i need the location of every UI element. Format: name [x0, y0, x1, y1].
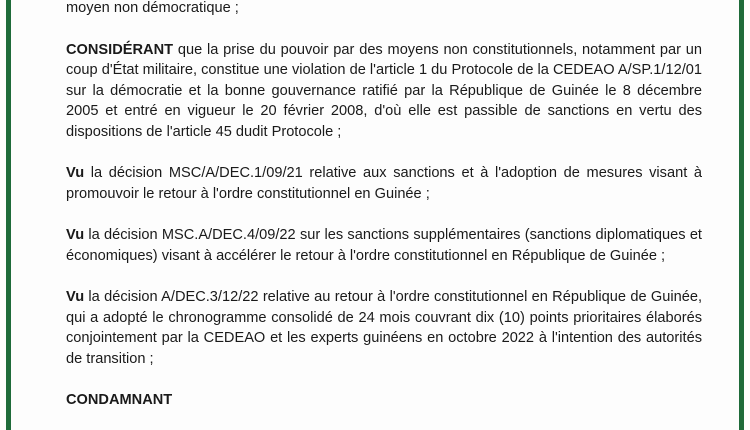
right-green-border	[739, 0, 744, 430]
paragraph-lead: CONSIDÉRANT	[66, 41, 174, 58]
paragraph-text: que la prise du pouvoir par des moyens non constitutionnels, notamment par un coup d'État militaire, constitue une violation de l'article 1 du Protocole de la CEDEAO A/SP.1/12/01 sur la démocratie et la bonne gouvernance ratifié par la République de Guinée le 8 décembre 2005 et entré en vigueur le 20 février 2008, d'où elle est passible de sanctions en vertu des dispositions de l'article 45 dudit Protocole ;	[66, 41, 702, 140]
paragraph-lead: Vu	[66, 227, 85, 243]
paragraph-considerant	[66, 40, 702, 143]
paragraph-lead: Vu	[66, 165, 85, 181]
paragraph-text: la décision A/DEC.3/12/22 relative au retour à l'ordre constitutionnel en République de Guinée, qui a adopté le chronogramme consolidé de 24 mois couvrant dix (10) points prioritaires élaborés conjointement par la CEDEAO et les experts guinéens en octobre 2022 à l'intention des autorités de transition ;	[66, 289, 702, 367]
document-body	[66, 0, 702, 411]
paragraph-continuation	[66, 0, 702, 19]
paragraph-vu-decision-2	[66, 225, 702, 266]
paragraph-vu-decision-3	[66, 287, 702, 369]
paragraph-lead: Vu	[66, 289, 85, 305]
left-green-border	[6, 0, 11, 430]
paragraph-text: la décision MSC.A/DEC.4/09/22 sur les sanctions supplémentaires (sanctions diplomatiques et économiques) visant à accélérer le retour à l'ordre constitutionnel en République de Guinée ;	[66, 227, 702, 264]
paragraph-text: moyen non démocratique ;	[66, 0, 239, 16]
paragraph-text: la décision MSC/A/DEC.1/09/21 relative aux sanctions et à l'adoption de mesures visant à promouvoir le retour à l'ordre constitutionnel en Guinée ;	[66, 165, 702, 202]
paragraph-condamnant	[66, 390, 702, 411]
paragraph-lead: CONDAMNANT	[66, 392, 173, 408]
paragraph-vu-decision-1	[66, 163, 702, 204]
